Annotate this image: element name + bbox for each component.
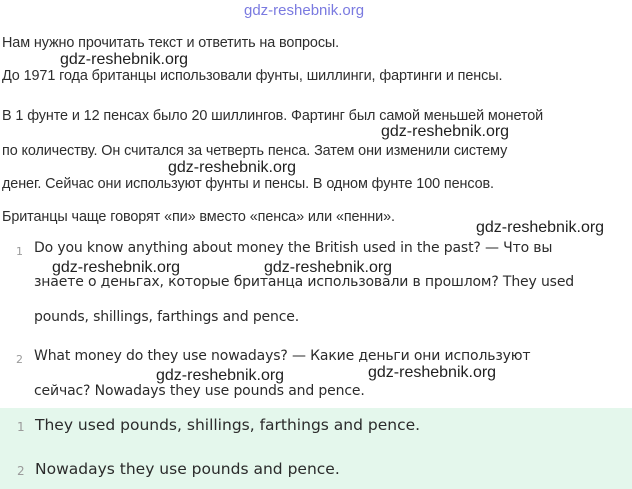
watermark: gdz-reshebnik.org xyxy=(168,159,297,176)
intro-line: Нам нужно прочитать текст и ответить на вопросы. xyxy=(2,35,340,51)
question-line: pounds, shillings, farthings and pence. xyxy=(34,309,300,325)
intro-line: Британцы чаще говорят «пи» вместо «пенса» или «пенни». xyxy=(2,209,395,225)
watermark: gdz-reshebnik.org xyxy=(52,259,181,276)
answer-number: 1 xyxy=(17,420,25,434)
watermark: gdz-reshebnik.org xyxy=(156,367,285,384)
question-line: сейчас? Nowadays they use pounds and pence. xyxy=(34,383,365,399)
watermark: gdz-reshebnik.org xyxy=(60,51,189,68)
intro-line: по количеству. Он считался за четверть пенса. Затем они изменили систему xyxy=(2,143,508,159)
intro-line: До 1971 года британцы использовали фунты, шиллинги, фартинги и пенсы. xyxy=(2,68,503,84)
answer-text: Nowadays they use pounds and pence. xyxy=(35,460,340,478)
watermark: gdz-reshebnik.org xyxy=(264,259,393,276)
answers-block xyxy=(0,408,632,489)
intro-line: В 1 фунте и 12 пенсах было 20 шиллингов. Фартинг был самой меньшей монетой xyxy=(2,108,544,124)
question-line: знаете о деньгах, которые британца использовали в прошлом? They used xyxy=(34,274,575,290)
question-line: What money do they use nowadays? — Какие деньги они используют xyxy=(34,348,531,364)
answer-number: 2 xyxy=(17,464,25,478)
watermark: gdz-reshebnik.org xyxy=(381,123,510,140)
watermark: gdz-reshebnik.org xyxy=(476,219,605,236)
question-number: 2 xyxy=(16,353,23,366)
watermark: gdz-reshebnik.org xyxy=(368,364,497,381)
intro-line: денег. Сейчас они используют фунты и пенсы. В одном фунте 100 пенсов. xyxy=(2,176,494,192)
question-line: Do you know anything about money the British used in the past? — Что вы xyxy=(34,240,553,256)
answer-text: They used pounds, shillings, farthings and pence. xyxy=(35,416,421,434)
watermark-top: gdz-reshebnik.org xyxy=(244,2,365,19)
question-number: 1 xyxy=(16,245,23,258)
